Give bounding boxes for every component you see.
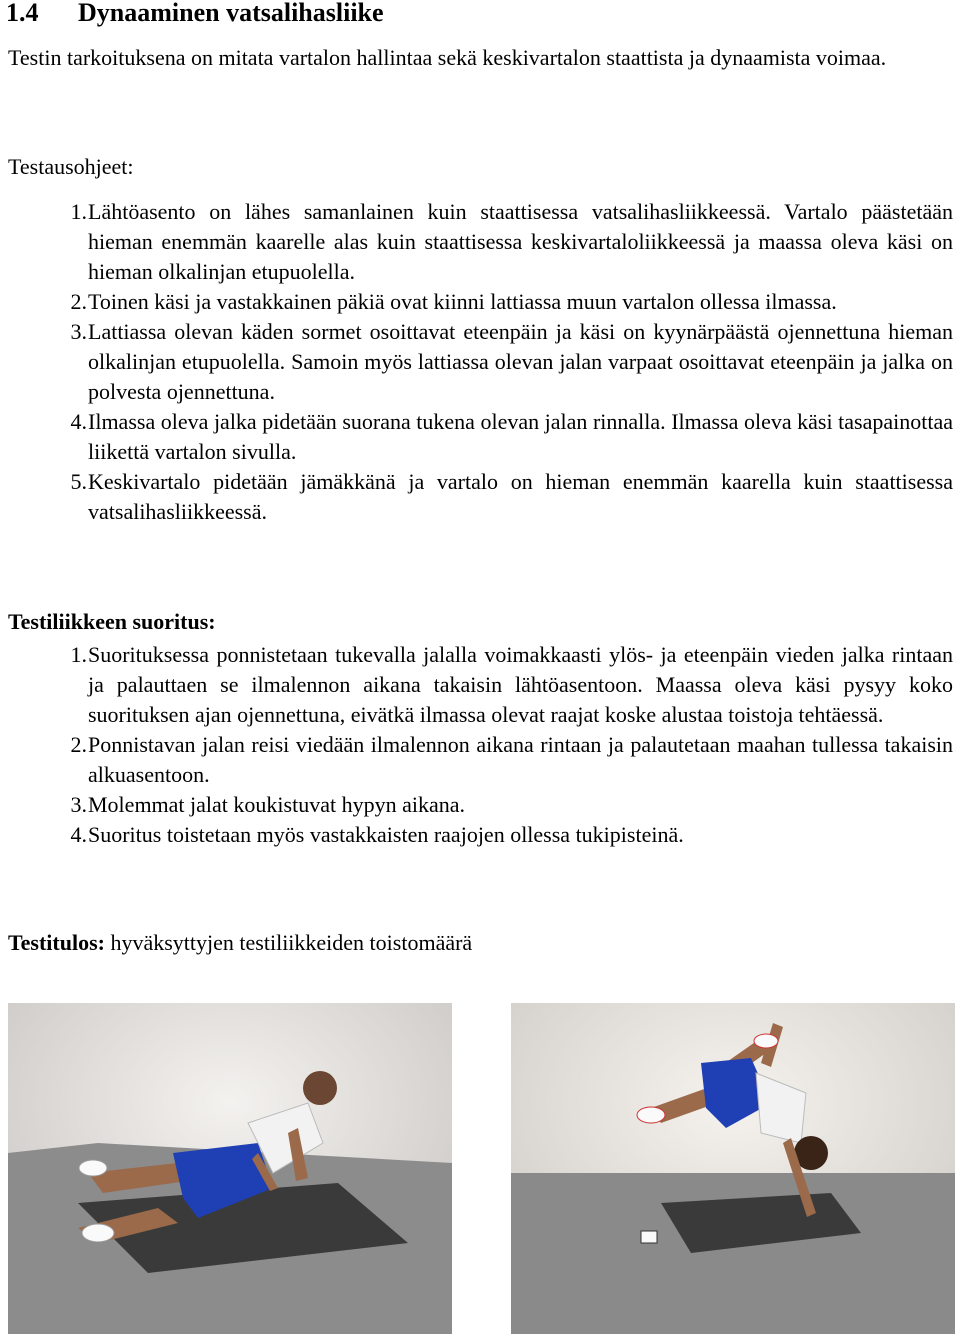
list-item: 1. Lähtöasento on lähes samanlainen kuin staattisessa vatsalihasliikkeessä. Vartalo päästetään hieman enemmän kaarelle alas kuin staattisessa keskivartaloliikkeessä ja maassa oleva käsi on hieman olkalinjan etupuolella. (70, 199, 953, 284)
start-position-photo (8, 1003, 452, 1334)
section-number: 1.4 (6, 0, 39, 27)
head (303, 1071, 337, 1105)
section-title: Dynaaminen vatsalihasliike (78, 0, 384, 27)
list-item: 2. Ponnistavan jalan reisi viedään ilmalennon aikana rintaan ja palautetaan maahan tullessa takaisin alkuasentoon. (70, 732, 953, 787)
shoe (637, 1107, 665, 1123)
list-item: 2. Toinen käsi ja vastakkainen päkiä ovat kiinni lattiassa muun vartalon ollessa ilmassa. (70, 289, 837, 314)
execution-list (8, 640, 953, 850)
list-item: 5. Keskivartalo pidetään jämäkkänä ja vartalo on hieman enemmän kaarella kuin staattisessa vatsalihasliikkeessä. (70, 469, 953, 524)
jump-phase-photo (511, 1003, 955, 1334)
shoe (79, 1160, 107, 1176)
list-item: 4. Suoritus toistetaan myös vastakkaisten raajojen ollessa tukipisteinä. (70, 822, 684, 847)
execution-title: Testiliikkeen suoritus: (8, 609, 216, 634)
list-item: 3. Lattiassa olevan käden sormet osoittavat eteenpäin ja käsi on kyynärpäästä ojennettuna hieman olkalinjan etupuolella. Samoin myös lattiassa olevan jalan varpaat osoittavat eteenpäin ja jalka on polvesta ojennettuna. (70, 319, 953, 404)
jump-phase-illustration (511, 1003, 955, 1334)
instructions-title: Testausohjeet: (8, 154, 134, 179)
list-item: 3. Molemmat jalat koukistuvat hypyn aikana. (70, 792, 465, 817)
section-heading (6, 0, 384, 28)
test-result (8, 928, 472, 958)
start-position-illustration (8, 1003, 452, 1334)
instructions-list (8, 197, 953, 527)
result-text: hyväksyttyjen testiliikkeiden toistomäärä (104, 930, 473, 955)
list-item: 4. Ilmassa oleva jalka pidetään suorana tukena olevan jalan rinnalla. Ilmassa oleva käsi tasapainottaa liikettä vartalon sivulla. (70, 409, 953, 464)
intro-paragraph: Testin tarkoituksena on mitata vartalon hallintaa sekä keskivartalon staattista ja dynaamista voimaa. (8, 45, 887, 70)
floor (511, 1173, 955, 1334)
list-item: 1. Suorituksessa ponnistetaan tukevalla jalalla voimakkaasti ylös- ja eteenpäin vieden jalka rintaan ja palauttaen se ilmalennon aikana takaisin lähtöasentoon. Maassa oleva käsi pysyy koko suorituksen ajan ojennettuna, eivätkä ilmassa olevat raajat koske alustaa toistoja tehtäessä. (70, 642, 953, 727)
floor-marker (641, 1231, 657, 1243)
result-label: Testitulos: (8, 930, 105, 955)
